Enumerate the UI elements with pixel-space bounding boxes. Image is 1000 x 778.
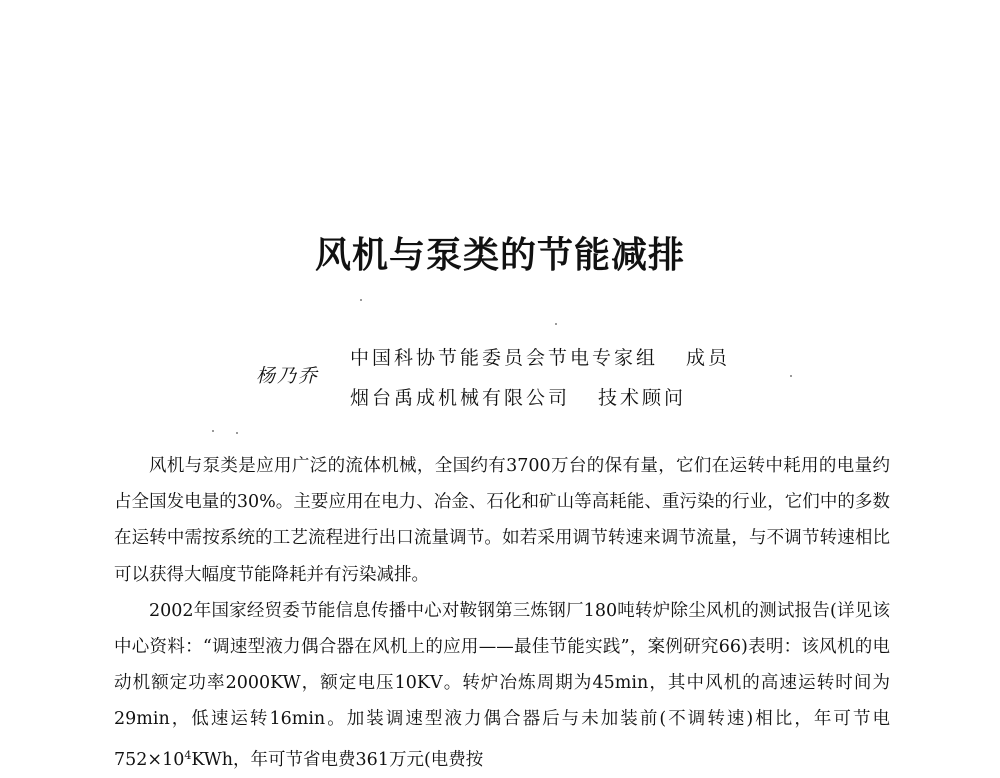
- exponent: 4: [184, 748, 192, 762]
- article-title: 风机与泵类的节能减排: [314, 234, 685, 276]
- affiliation-line-2: [350, 383, 686, 410]
- scan-speck: [212, 430, 214, 432]
- affiliation-role: 成员: [686, 347, 731, 369]
- scan-speck: [790, 375, 792, 377]
- paragraph-1: 风机与泵类是应用广泛的流体机械，全国约有3700万台的保有量，它们在运转中耗用的电量约占全国发电量的30%。主要应用在电力、冶金、石化和矿山等高耗能、重污染的行业，它们中的多数在运转中需按系统的工艺流程进行出口流量调节。如若采用调节转速来调节流量，与不调节转速相比可以获得大幅度节能降耗并有污染减排。: [114, 456, 890, 585]
- scan-speck: [555, 323, 557, 325]
- author-name: 杨乃乔: [256, 365, 320, 387]
- scan-speck: [360, 299, 362, 301]
- paragraph-2-tail: KWh，年可节省电费361万元(电费按: [191, 749, 484, 770]
- affiliation-line-1: [350, 343, 730, 370]
- paragraph-2-text: 2002年国家经贸委节能信息传播中心对鞍钢第三炼钢厂180吨转炉除尘风机的测试报告(详见该中心资料：“调速型液力偶合器在风机上的应用——最佳节能实践”，案例研究66)表明：该风机的电动机额定功率2000KW，额定电压10KV。转炉冶炼周期为45min，其中风机的高速运转时间为29min，低速运转16min。加装调速型液力偶合器后与未加装前(不调转速)相比，年可节电752×10: [114, 600, 890, 770]
- affiliation-org: 烟台禹成机械有限公司: [350, 387, 571, 409]
- affiliation-org: 中国科协节能委员会节电专家组: [350, 347, 659, 369]
- article-body: [114, 448, 890, 778]
- affiliation-role: 技术顾问: [598, 387, 687, 409]
- paragraph-2: [114, 593, 890, 778]
- scan-speck: [236, 432, 238, 434]
